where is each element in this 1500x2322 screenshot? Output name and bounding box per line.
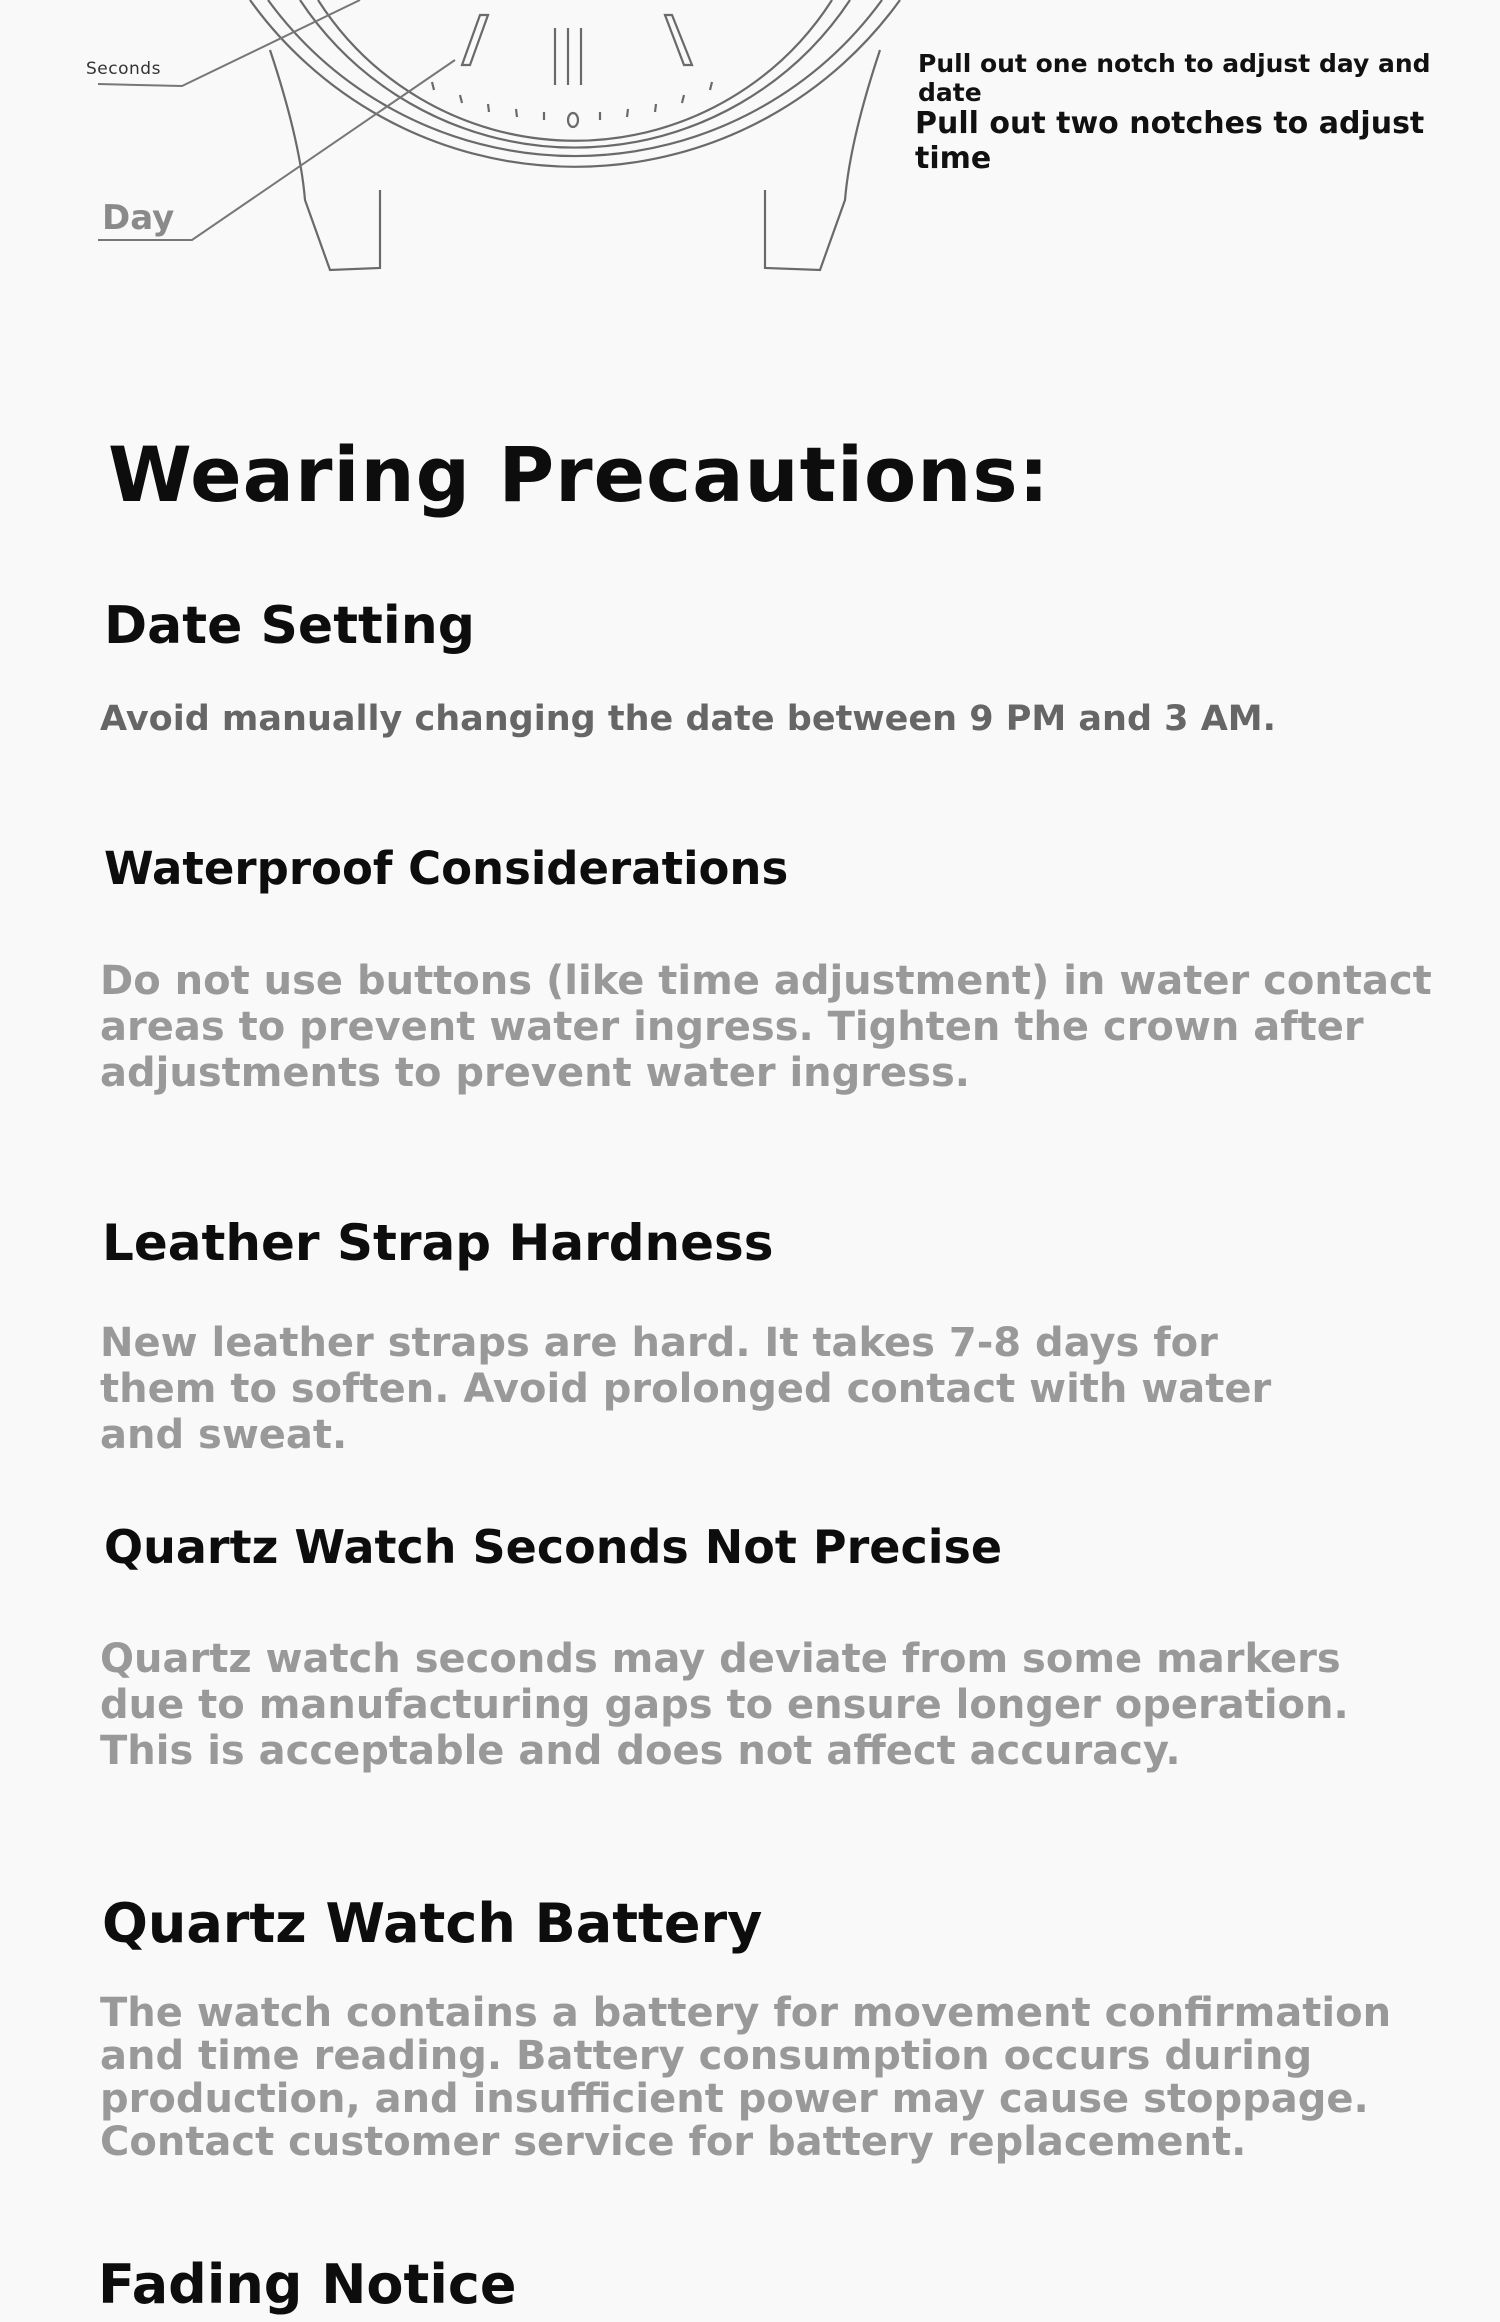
section-heading: Leather Strap Hardness <box>102 1214 774 1272</box>
crown-note-one-notch: Pull out one notch to adjust day and date <box>918 49 1431 107</box>
section-body: The watch contains a battery for movement confirmation and time reading. Battery consumption occurs during production, and insufficient power may cause stoppage. Contact customer service for battery replacement. <box>100 1990 1392 2165</box>
crown-note-two-notches: Pull out two notches to adjust time <box>915 106 1425 176</box>
seconds-label: Seconds <box>86 59 161 79</box>
section-body: Avoid manually changing the date between 9 PM and 3 AM. <box>100 699 1276 739</box>
section-body: Do not use buttons (like time adjustment) in water contact areas to prevent water ingress. Tighten the crown after adjustments to prevent water ingress. <box>100 958 1432 1096</box>
section-body: Quartz watch seconds may deviate from some markers due to manufacturing gaps to ensure longer operation. This is acceptable and does not affect accuracy. <box>100 1636 1349 1774</box>
section-heading: Date Setting <box>104 596 475 656</box>
watch-diagram <box>0 0 1500 290</box>
section-heading: Waterproof Considerations <box>104 842 789 895</box>
day-label: Day <box>102 198 175 238</box>
page-title: Wearing Precautions: <box>108 430 1050 519</box>
section-heading: Quartz Watch Seconds Not Precise <box>104 1520 1003 1574</box>
section-body: New leather straps are hard. It takes 7-8 days for them to soften. Avoid prolonged contact with water and sweat. <box>100 1320 1272 1458</box>
section-heading: Quartz Watch Battery <box>102 1892 763 1955</box>
section-heading: Fading Notice <box>98 2253 517 2316</box>
